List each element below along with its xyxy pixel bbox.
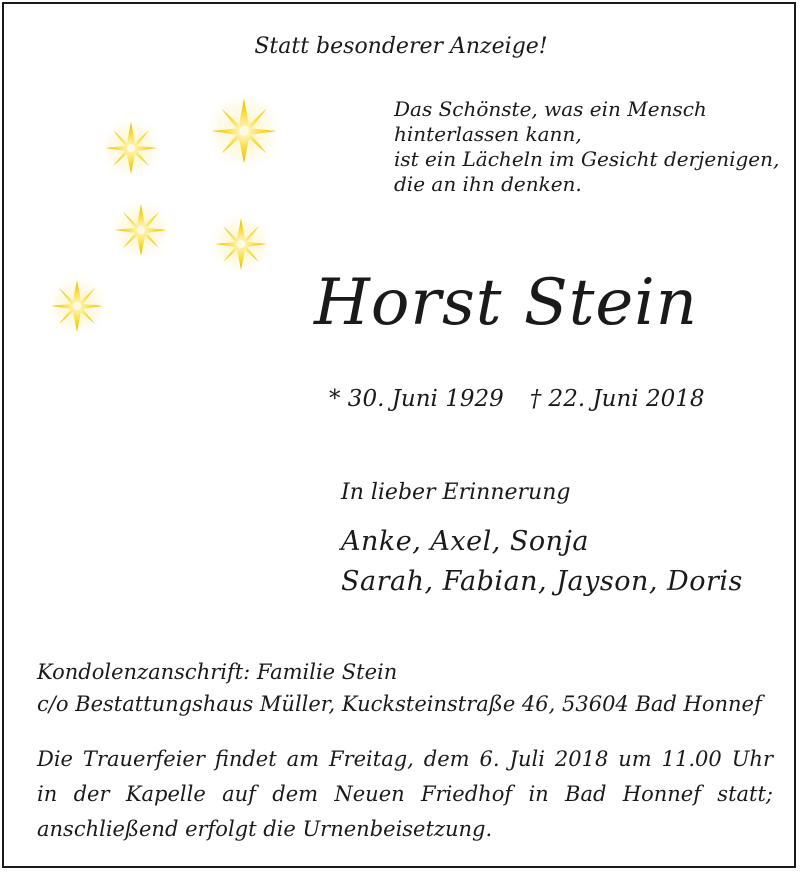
condolence-line: Kondolenzanschrift: Familie Stein (37, 660, 398, 684)
service-line: anschließend erfolgt die Urnenbeisetzung. (37, 817, 493, 841)
star-icon (202, 89, 287, 174)
quote-line: ist ein Lächeln im Gesicht derjenigen, (394, 147, 780, 171)
quote-line: hinterlassen kann, (394, 122, 582, 146)
quote-line: Das Schönste, was ein Mensch (394, 97, 707, 121)
death-date: † 22. Juni 2018 (529, 386, 705, 412)
funeral-service-info (37, 742, 773, 847)
star-icon (97, 114, 165, 182)
star-icon (43, 272, 111, 340)
family-line: Anke, Axel, Sonja (341, 526, 590, 557)
service-line: Die Trauerfeier findet am Freitag, dem 6. Juli 2018 um 11.00 Uhr (37, 747, 773, 771)
birth-date: * 30. Juni 1929 (329, 386, 504, 412)
condolence-address (37, 656, 762, 720)
service-line: in der Kapelle auf dem Neuen Friedhof in Bad Honnef statt; (37, 782, 773, 806)
condolence-line: c/o Bestattungshaus Müller, Kucksteinstraße 46, 53604 Bad Honnef (37, 692, 762, 716)
notice-header: Statt besonderer Anzeige! (254, 34, 548, 59)
deceased-name: Horst Stein (314, 266, 698, 340)
family-line: Sarah, Fabian, Jayson, Doris (341, 566, 743, 597)
life-dates (329, 386, 705, 412)
star-icon (207, 210, 275, 278)
obituary-notice (2, 2, 796, 868)
memorial-quote (394, 97, 779, 197)
quote-line: die an ihn denken. (394, 172, 582, 196)
family-names (341, 522, 743, 602)
remembrance-label: In lieber Erinnerung (341, 480, 571, 505)
star-icon (107, 196, 175, 264)
